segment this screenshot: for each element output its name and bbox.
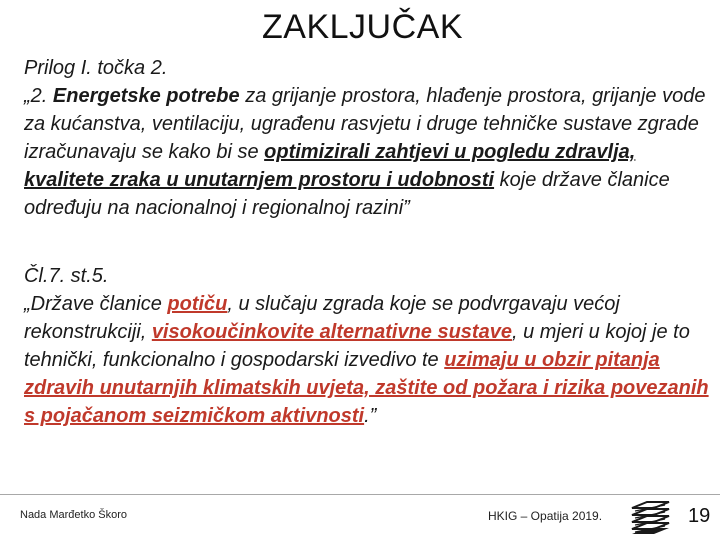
block2-text-1: „Države članice [24,293,168,315]
block1-quote [24,82,714,222]
hkig-logo-icon [629,498,671,538]
footer-author: Nada Marđetko Škoro [20,509,127,521]
block2-text-2: , u slučaju zgrada koje se podvrgavaju većoj rekonstrukciji, [24,293,620,343]
block2-red-phrase-1: potiču [167,293,228,315]
block1-heading: Prilog I. točka 2. [24,57,168,79]
block1-text-2: koje države članice određuju na nacionalnoj i regionalnoj razini” [24,169,670,219]
page-number: 19 [688,505,711,527]
block2-heading: Čl.7. st.5. [24,265,109,287]
block2-quote [24,290,714,430]
block1-text-1: za grijanje prostora, hlađenje prostora, grijanje vode za kućanstva, ventilaciju, ugrađenu rasvjetu i druge tehničke sustave zgrade izračunavaju se kako bi se [24,85,706,163]
block1-underlined-phrase: optimizirali zahtjevi u pogledu zdravlja, kvalitete zraka u unutarnjem prostoru i udobnosti [24,141,636,191]
block2-red-phrase-2: visokoučinkovite alternativne sustave [151,321,512,343]
block1-bold-term: Energetske potrebe [52,85,240,107]
block2-text-4: .” [364,405,377,427]
block2-text-3: , u mjeri u kojoj je to tehnički, funkcionalno i gospodarski izvedivo te [24,321,690,371]
footer-event: HKIG – Opatija 2019. [488,509,603,523]
slide-content [24,54,714,430]
block-spacer [24,222,714,262]
footer-divider [0,494,720,495]
block1-quote-open: „2. [24,85,53,107]
block2-red-phrase-3: uzimaju u obzir pitanja zdravih unutarnjih klimatskih uvjeta, zaštite od požara i rizika povezanih s pojačanom seizmičkom aktivnosti [24,349,709,427]
slide-title: ZAKLJUČAK [262,8,463,46]
